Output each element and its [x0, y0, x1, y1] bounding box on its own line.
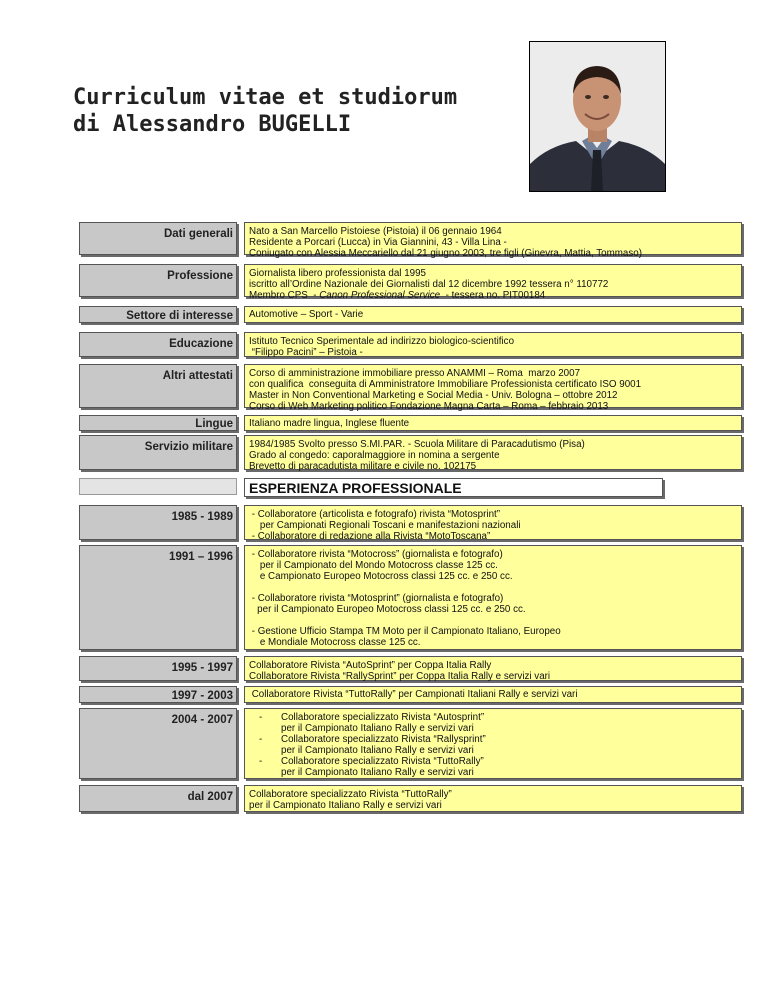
bullet-dash: - [259, 734, 263, 745]
row-content [244, 332, 742, 357]
text-line: “Filippo Pacini” – Pistoia - [249, 347, 363, 358]
text-line: Collaboratore Rivista “RallySprint” per Coppa Italia Rally e servizi vari [249, 671, 551, 682]
cps-italic: Canon Professional Service [319, 290, 441, 301]
cps-prefix: Membro CPS - [249, 290, 320, 301]
row-label: 1997 - 2003 [79, 686, 237, 703]
text-line: con qualifica conseguita di Amministratore Immobiliare Professionista certificato ISO 9001 [249, 379, 642, 390]
text-line: e Campionato Europeo Motocross classi 125 cc. e 250 cc. [249, 571, 513, 582]
row-content [244, 264, 742, 301]
portrait-image [530, 42, 665, 191]
text-line: Corso di amministrazione immobiliare presso ANAMMI – Roma marzo 2007 [249, 368, 581, 379]
page-title [73, 84, 457, 138]
row-content [244, 415, 742, 431]
row-label: Altri attestati [79, 364, 237, 408]
row-label: Professione [79, 264, 237, 297]
row-label: Settore di interesse [79, 306, 237, 323]
text-line: Residente a Porcari (Lucca) in Via Giannini, 43 - Villa Lina - [249, 237, 507, 248]
bullet-item [249, 712, 737, 734]
title-line-1: Curriculum vitae et studiorum [73, 85, 458, 110]
text-line: Collaboratore Rivista “AutoSprint” per Coppa Italia Rally [249, 660, 492, 671]
text-line: Coniugato con Alessia Meccariello dal 21 giugno 2003, tre figli (Ginevra, Mattia, Tommaso) [249, 248, 642, 259]
row-label: 1995 - 1997 [79, 656, 237, 681]
row-content [244, 222, 742, 259]
text-line: - Collaboratore (articolista e fotografo) rivista “Motosprint” [249, 509, 500, 520]
text-line [249, 290, 737, 301]
text-line: Brevetto di paracadutista militare e civile no. 102175 [249, 461, 477, 472]
text-line: e Mondiale Motocross classe 125 cc. [249, 637, 421, 648]
text-line: Grado al congedo: caporalmaggiore in nomina a sergente [249, 450, 500, 461]
bullet-text: Collaboratore specializzato Rivista “Rallysprint” per il Campionato Italiano Rally e servizi vari [281, 734, 486, 756]
text-line: Nato a San Marcello Pistoiese (Pistoia) il 06 gennaio 1964 [249, 226, 502, 237]
row-label: dal 2007 [79, 785, 237, 812]
section-label-blank [79, 478, 237, 495]
text-line: per il Campionato del Mondo Motocross classe 125 cc. [249, 560, 498, 571]
bullet-dash: - [259, 712, 263, 723]
text-line: Automotive – Sport - Varie [249, 309, 364, 320]
row-content [244, 708, 742, 779]
text-line: Giornalista libero professionista dal 1995 [249, 268, 426, 279]
bullet-item [249, 734, 737, 756]
row-content [244, 364, 742, 412]
title-line-2: di Alessandro BUGELLI [73, 112, 352, 137]
row-content [244, 686, 742, 703]
section-title: ESPERIENZA PROFESSIONALE [244, 478, 663, 497]
text-line: per Campionati Regionali Toscani e manifestazioni nazionali [249, 520, 521, 531]
text-line: per il Campionato Italiano Rally e servizi vari [249, 800, 442, 811]
text-line: - Collaboratore rivista “Motocross” (giornalista e fotografo) [249, 549, 503, 560]
row-content [244, 505, 742, 540]
text-line: Master in Non Conventional Marketing e Social Media - Univ. Bologna – ottobre 2012 [249, 390, 618, 401]
row-content [244, 785, 742, 812]
text-line: Istituto Tecnico Sperimentale ad indirizzo biologico-scientifico [249, 336, 515, 347]
text-line: Collaboratore Rivista “TuttoRally” per Campionati Italiani Rally e servizi vari [249, 689, 578, 700]
text-line: Collaboratore specializzato Rivista “TuttoRally” [249, 789, 452, 800]
bullet-item [249, 756, 737, 778]
row-label: Servizio militare [79, 435, 237, 470]
bullet-text: Collaboratore specializzato Rivista “TuttoRally” per il Campionato Italiano Rally e servizi vari [281, 756, 484, 778]
row-label: 1985 - 1989 [79, 505, 237, 540]
row-content [244, 306, 742, 323]
row-label: 2004 - 2007 [79, 708, 237, 779]
text-line: Corso di Web Marketing politico Fondazione Magna Carta – Roma – febbraio 2013 [249, 401, 609, 412]
text-line: - Gestione Ufficio Stampa TM Moto per il Campionato Italiano, Europeo [249, 626, 561, 637]
row-content [244, 435, 742, 470]
row-label: Educazione [79, 332, 237, 357]
row-label: Dati generali [79, 222, 237, 255]
bullet-dash: - [259, 756, 263, 767]
bullet-text: Collaboratore specializzato Rivista “Autosprint” per il Campionato Italiano Rally e servizi vari [281, 712, 485, 734]
text-line: iscritto all’Ordine Nazionale dei Giornalisti dal 12 dicembre 1992 tessera n° 110772 [249, 279, 609, 290]
text-line: Italiano madre lingua, Inglese fluente [249, 418, 410, 429]
cps-suffix: - tessera no. PIT00184 [440, 290, 546, 301]
portrait-photo [529, 41, 666, 192]
text-line: - Collaboratore di redazione alla Rivista “MotoToscana” [249, 531, 491, 542]
row-label: Lingue [79, 415, 237, 431]
row-label: 1991 – 1996 [79, 545, 237, 650]
text-line: 1984/1985 Svolto presso S.MI.PAR. - Scuola Militare di Paracadutismo (Pisa) [249, 439, 585, 450]
row-content [244, 656, 742, 681]
text-line: per il Campionato Europeo Motocross classi 125 cc. e 250 cc. [249, 604, 526, 615]
row-content [244, 545, 742, 650]
text-line: - Collaboratore rivista “Motosprint” (giornalista e fotografo) [249, 593, 504, 604]
